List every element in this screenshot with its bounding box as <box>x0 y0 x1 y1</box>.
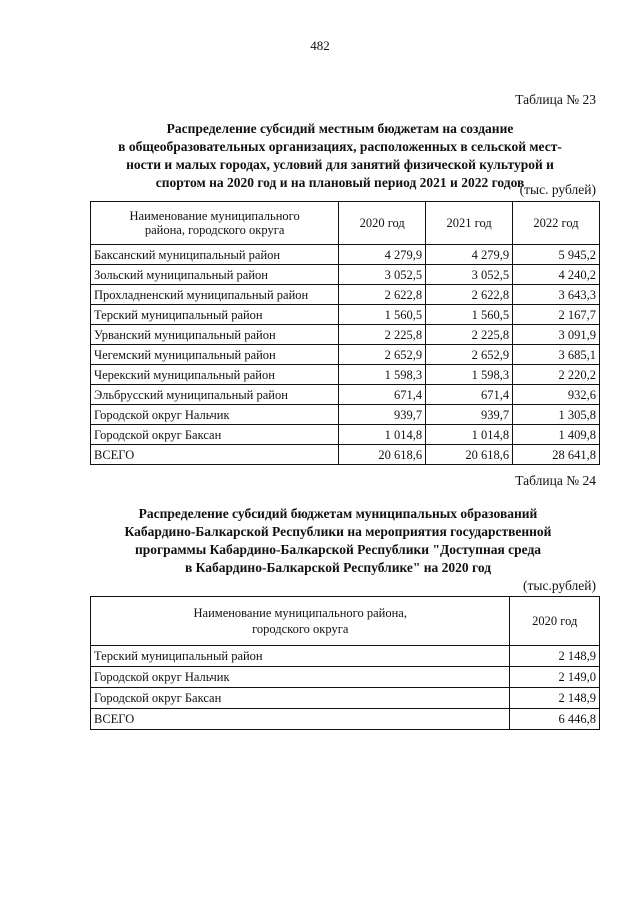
title-line: в Кабардино-Балкарской Республике" на 2020 год <box>184 560 492 575</box>
value-cell-y2021: 1 014,8 <box>426 425 513 445</box>
row-name-cell: Зольский муниципальный район <box>91 265 339 285</box>
table-row <box>91 305 600 325</box>
header-2020: 2020 год <box>339 202 426 245</box>
value-cell-y2020: 2 652,9 <box>339 345 426 365</box>
value-cell-y2020: 1 014,8 <box>339 425 426 445</box>
title-line: спортом на 2020 год и на плановый период 2021 и 2022 годов <box>155 175 525 190</box>
value-cell-y2020: 2 148,9 <box>510 688 600 709</box>
value-cell-y2020: 2 149,0 <box>510 667 600 688</box>
row-name-cell: Чегемский муниципальный район <box>91 345 339 365</box>
row-name-cell: Городской округ Нальчик <box>91 667 510 688</box>
value-cell-y2020: 4 279,9 <box>339 245 426 265</box>
header-name-cell <box>91 202 339 245</box>
row-name-cell: ВСЕГО <box>91 709 510 730</box>
value-cell-y2020: 2 225,8 <box>339 325 426 345</box>
table-header-row <box>91 202 600 245</box>
value-cell-y2020: 671,4 <box>339 385 426 405</box>
subsidy-table-24 <box>90 596 600 730</box>
value-cell-y2020: 2 148,9 <box>510 646 600 667</box>
value-cell-y2020: 2 622,8 <box>339 285 426 305</box>
row-name-cell: Терский муниципальный район <box>91 646 510 667</box>
header-2022: 2022 год <box>513 202 600 245</box>
header-name-line: Наименование муниципального <box>129 209 300 223</box>
value-cell-y2020: 6 446,8 <box>510 709 600 730</box>
title-line: Кабардино-Балкарской Республики на мероприятия государственной <box>124 524 552 539</box>
value-cell-y2020: 939,7 <box>339 405 426 425</box>
table-24-unit: (тыс.рублей) <box>523 578 596 593</box>
value-cell-y2022: 1 409,8 <box>513 425 600 445</box>
value-cell-y2020: 1 560,5 <box>339 305 426 325</box>
table-row <box>91 667 600 688</box>
table-row <box>91 405 600 425</box>
value-cell-y2022: 4 240,2 <box>513 265 600 285</box>
table-header-row <box>91 597 600 646</box>
table-row <box>91 265 600 285</box>
table-row <box>91 385 600 405</box>
row-name-cell: Баксанский муниципальный район <box>91 245 339 265</box>
header-2020: 2020 год <box>510 597 600 646</box>
table-23-body <box>91 245 600 465</box>
title-line: Распределение субсидий бюджетам муниципальных образований <box>138 506 538 521</box>
page-number: 482 <box>310 38 330 53</box>
value-cell-y2022: 28 641,8 <box>513 445 600 465</box>
value-cell-y2022: 3 685,1 <box>513 345 600 365</box>
title-line: в общеобразовательных организациях, расположенных в сельской мест- <box>118 139 562 154</box>
row-name-cell: Городской округ Нальчик <box>91 405 339 425</box>
row-name-cell: Городской округ Баксан <box>91 688 510 709</box>
row-name-cell: Городской округ Баксан <box>91 425 339 445</box>
value-cell-y2021: 939,7 <box>426 405 513 425</box>
table-row <box>91 365 600 385</box>
value-cell-y2020: 1 598,3 <box>339 365 426 385</box>
value-cell-y2022: 2 167,7 <box>513 305 600 325</box>
table-23-unit: (тыс. рублей) <box>519 182 596 197</box>
header-name-line: городского округа <box>252 622 349 636</box>
title-line: ности и малых городах, условий для занятий физической культурой и <box>126 157 554 172</box>
row-name-cell: Урванский муниципальный район <box>91 325 339 345</box>
table-23-label: Таблица № 23 <box>515 92 596 107</box>
table-row <box>91 425 600 445</box>
value-cell-y2022: 2 220,2 <box>513 365 600 385</box>
header-name-line: района, городского округа <box>144 223 285 237</box>
row-name-cell: Терский муниципальный район <box>91 305 339 325</box>
row-name-cell: Черекский муниципальный район <box>91 365 339 385</box>
value-cell-y2022: 5 945,2 <box>513 245 600 265</box>
value-cell-y2020: 20 618,6 <box>339 445 426 465</box>
table-row <box>91 445 600 465</box>
value-cell-y2021: 4 279,9 <box>426 245 513 265</box>
value-cell-y2021: 2 622,8 <box>426 285 513 305</box>
value-cell-y2022: 1 305,8 <box>513 405 600 425</box>
value-cell-y2021: 20 618,6 <box>426 445 513 465</box>
table-24-body <box>91 646 600 730</box>
title-line: программы Кабардино-Балкарской Республики "Доступная среда <box>134 542 542 557</box>
value-cell-y2021: 2 652,9 <box>426 345 513 365</box>
table-row <box>91 325 600 345</box>
table-24-label: Таблица № 24 <box>515 473 596 488</box>
value-cell-y2022: 3 091,9 <box>513 325 600 345</box>
table-row <box>91 709 600 730</box>
header-name-cell <box>91 597 510 646</box>
value-cell-y2022: 932,6 <box>513 385 600 405</box>
table-row <box>91 646 600 667</box>
table-24-title <box>58 505 618 577</box>
table-row <box>91 285 600 305</box>
row-name-cell: Прохладненский муниципальный район <box>91 285 339 305</box>
header-2021: 2021 год <box>426 202 513 245</box>
title-line: Распределение субсидий местным бюджетам на создание <box>166 121 514 136</box>
value-cell-y2021: 1 560,5 <box>426 305 513 325</box>
value-cell-y2020: 3 052,5 <box>339 265 426 285</box>
table-row <box>91 245 600 265</box>
value-cell-y2021: 2 225,8 <box>426 325 513 345</box>
header-name-line: Наименование муниципального района, <box>193 606 407 620</box>
table-row <box>91 345 600 365</box>
value-cell-y2021: 671,4 <box>426 385 513 405</box>
row-name-cell: Эльбрусский муниципальный район <box>91 385 339 405</box>
row-name-cell: ВСЕГО <box>91 445 339 465</box>
value-cell-y2022: 3 643,3 <box>513 285 600 305</box>
value-cell-y2021: 1 598,3 <box>426 365 513 385</box>
table-row <box>91 688 600 709</box>
value-cell-y2021: 3 052,5 <box>426 265 513 285</box>
subsidy-table-23 <box>90 201 600 465</box>
